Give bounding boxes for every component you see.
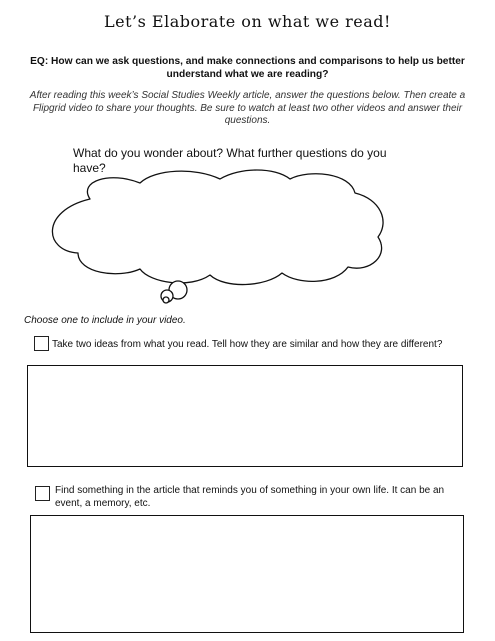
- option-2-text: Find something in the article that reminds you of something in your own life. It can be an event, a memory, etc.: [55, 485, 445, 509]
- thought-cloud[interactable]: [30, 165, 400, 305]
- cloud-question: What do you wonder about? What further questions do you have?: [73, 146, 387, 175]
- cloud-outline: [52, 170, 383, 285]
- instructions-text: After reading this week’s Social Studies Weekly article, answer the questions below. Then create a Flipgrid video to share your thoughts. Be sure to watch at least two other videos and answer their questions.: [29, 90, 466, 126]
- page-title: Let’s Elaborate on what we read!: [104, 12, 391, 31]
- thought-bubble-small: [163, 297, 169, 303]
- option-1-text: Take two ideas from what you read. Tell how they are similar and how they are different?: [52, 339, 443, 350]
- answer-box-1[interactable]: [27, 365, 463, 467]
- option-2-checkbox[interactable]: [35, 486, 50, 501]
- choose-instruction: Choose one to include in your video.: [24, 315, 186, 326]
- essential-question: EQ: How can we ask questions, and make connections and comparisons to help us better understand what we are reading?: [30, 56, 465, 80]
- answer-box-2[interactable]: [30, 515, 464, 633]
